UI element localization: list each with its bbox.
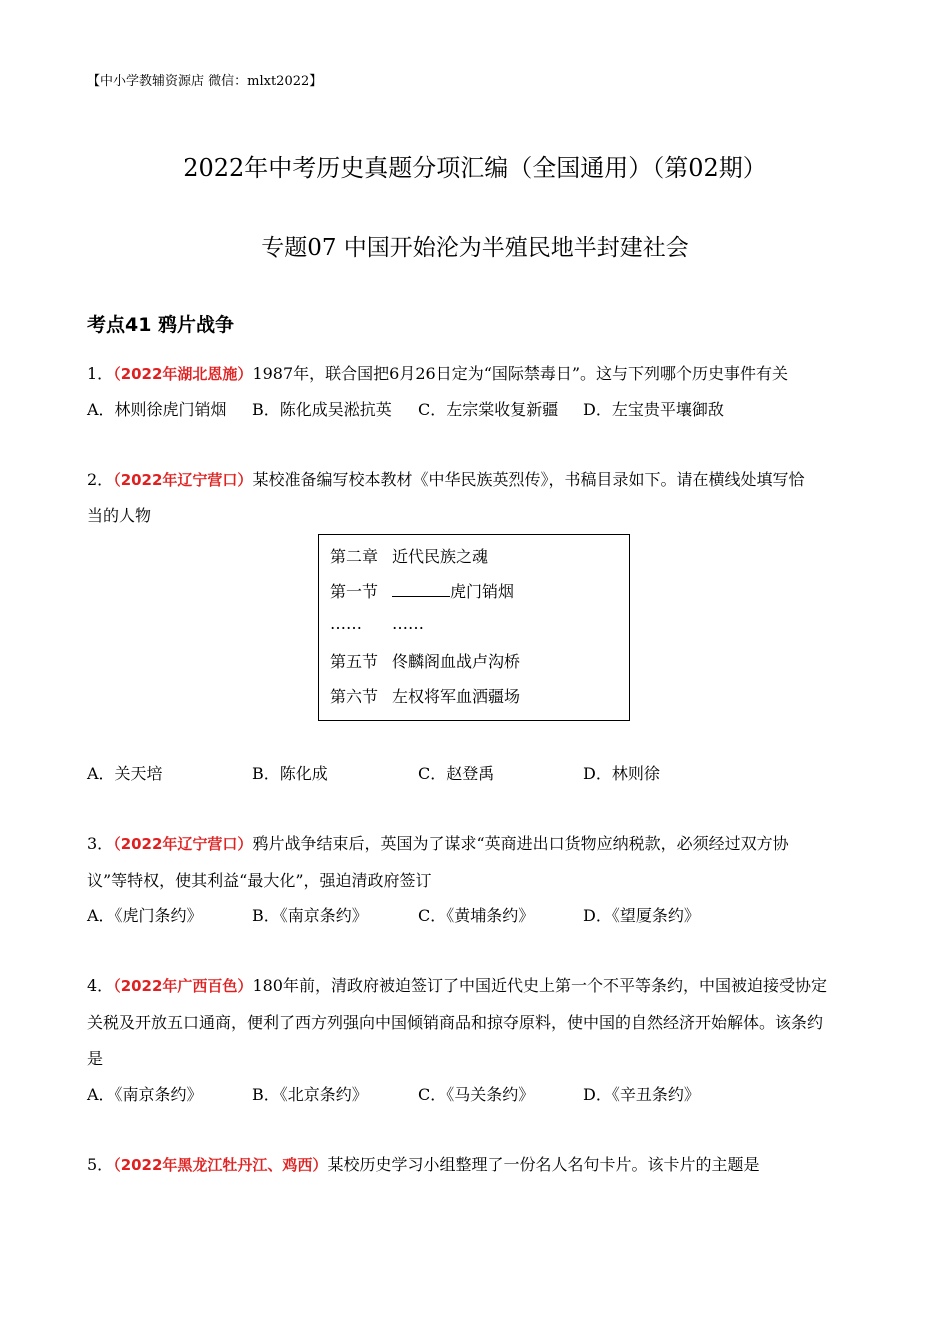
question-text-continued: 关税及开放五口通商，便利了西方列强向中国倾销商品和掠夺原料，使中国的自然经济开始解体。该条约 [87, 1013, 824, 1032]
question-5 [87, 1152, 759, 1175]
question-source: （2022年辽宁营口） [113, 835, 253, 853]
toc-row: 第五节 佟麟阁血战卢沟桥 [330, 652, 521, 671]
question-number: 4． [87, 976, 114, 995]
option-a: A．关天培 [87, 764, 163, 783]
toc-row: 第一节 虎门销烟 [330, 582, 515, 601]
question-1 [87, 361, 788, 384]
question-number: 1． [87, 364, 114, 383]
question-source: （2022年黑龙江牡丹江、鸡西） [113, 1156, 328, 1174]
option-b: B．陈化成吴淞抗英 [252, 400, 392, 419]
question-4 [87, 973, 827, 996]
document-title: 2022年中考历史真题分项汇编（全国通用）（第02期） [183, 154, 767, 182]
option-c: C．《黄埔条约》 [418, 906, 535, 925]
question-source: （2022年湖北恩施） [113, 365, 253, 383]
question-text-continued: 是 [87, 1049, 104, 1068]
answer-blank [392, 582, 450, 597]
question-2 [87, 467, 804, 490]
question-text: 1987年，联合国把6月26日定为“国际禁毒日”。这与下列哪个历史事件有关 [252, 364, 789, 383]
document-subtitle: 专题07 中国开始沦为半殖民地半封建社会 [261, 235, 689, 261]
question-text-continued: 当的人物 [87, 506, 152, 525]
question-text: 鸦片战争结束后，英国为了谋求“英商进出口货物应纳税款，必须经过双方协 [252, 834, 789, 853]
option-b: B．陈化成 [252, 764, 328, 783]
option-a: A．林则徐虎门销烟 [87, 400, 227, 419]
header-note: 【中小学教辅资源店 微信：mlxt2022】 [87, 74, 323, 89]
question-source: （2022年广西百色） [113, 977, 253, 995]
option-a: A．《虎门条约》 [87, 906, 203, 925]
question-number: 2． [87, 470, 114, 489]
section-heading: 考点41 鸦片战争 [87, 314, 235, 336]
option-c: C．《马关条约》 [418, 1085, 535, 1104]
option-a: A．《南京条约》 [87, 1085, 203, 1104]
option-b: B．《北京条约》 [252, 1085, 368, 1104]
toc-row: 第六节 左权将军血洒疆场 [330, 687, 521, 706]
option-d: D．左宝贵平壤御敌 [583, 400, 724, 419]
question-number: 5． [87, 1155, 114, 1174]
option-b: B．《南京条约》 [252, 906, 368, 925]
option-c: C．赵登禹 [418, 764, 495, 783]
question-text: 某校准备编写校本教材《中华民族英烈传》，书稿目录如下。请在横线处填写恰 [252, 470, 805, 489]
option-c: C．左宗棠收复新疆 [418, 400, 559, 419]
question-3 [87, 831, 789, 854]
option-d: D．林则徐 [583, 764, 660, 783]
option-d: D．《辛丑条约》 [583, 1085, 700, 1104]
question-text: 某校历史学习小组整理了一份名人名句卡片。该卡片的主题是 [327, 1155, 760, 1174]
table-of-contents-box [318, 534, 630, 721]
toc-row: …… …… [330, 614, 424, 633]
question-source: （2022年辽宁营口） [113, 471, 253, 489]
option-d: D．《望厦条约》 [583, 906, 700, 925]
question-text-continued: 议”等特权，使其利益“最大化”，强迫清政府签订 [87, 871, 432, 890]
toc-row: 第二章 近代民族之魂 [330, 547, 489, 566]
question-text: 180年前，清政府被迫签订了中国近代史上第一个不平等条约，中国被迫接受协定 [252, 976, 827, 995]
question-number: 3． [87, 834, 114, 853]
